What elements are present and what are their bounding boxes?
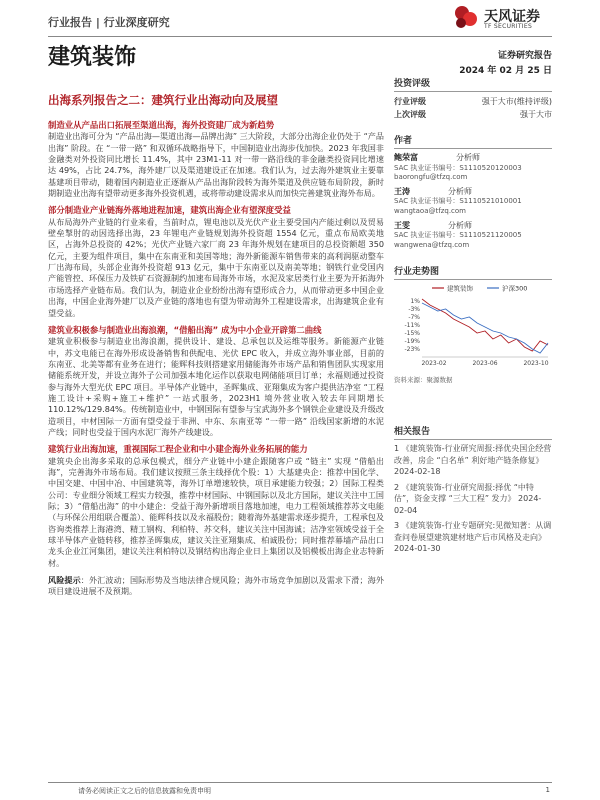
section-heading-3: 建筑业积极参与制造业出海浪潮，“借船出海” 成为中小企业开辟第二曲线	[48, 324, 322, 335]
rating-row: 行业评级 强于大市(维持评级)	[394, 97, 552, 106]
page-title: 建筑装饰	[48, 45, 137, 70]
author-email[interactable]: wangwena@tfzq.com	[394, 240, 470, 249]
section-heading-1: 制造业从产品出口拓展至渠道出海，海外投资建厂成为新趋势	[48, 120, 275, 130]
chart-source: 资料来源：聚源数据	[394, 376, 453, 385]
author-card: 王雯 分析师 SAC 执业证书编号：S1110521120005 wangwena@tfzq.com	[394, 220, 522, 249]
section-body-2: 从布局海外产业链的行业来看，当前时点，锂电池以及光伏产业主要受国内产能过剩以及贸易壁垒掣肘的动因选择出海，23 年锂电产业链规划海外投资超 1554 亿元，重点布局欧美地区，占海外总投资的 42%；光伏产业链六家厂商 23 年海外规划在建项目的总投资额超 350 亿元，主要为组件项目，集中在东南亚和美国等地；海外新能源车销售带来的高利润驱动整车厂出海布局，头部企业海外投资超 913 亿元，集中于东南亚以及南美等地；钢铁行业受国内产能管控、环保压力及铁矿石资源制约加速布局海外市场，水泥及家居类行业主要为开拓海外市场选择产业链布局。我们认为，制造业企业纷纷出海有望形成合力，从而带动更多中国企业出海，中国企业海外建厂以及产业链的落地也有望为带动海外工程建设需求，出海建筑企业有望受益。	[48, 216, 384, 318]
y-tick-label: -3%	[408, 306, 420, 314]
legend-label: 沪深300	[502, 284, 528, 293]
x-tick-label: 2023-02	[421, 360, 447, 368]
section-heading-2: 部分制造业产业链海外落地进程加速，建筑出海企业有望深度受益	[48, 205, 291, 216]
author-card: 王涛 分析师 SAC 执业证书编号：S1110521010001 wangtaoa@tfzq.com	[394, 186, 522, 215]
authors-heading: 作者	[394, 133, 552, 149]
y-tick-label: -15%	[404, 330, 420, 338]
report-type: 证券研究报告	[497, 51, 552, 61]
logo-subtext: TF SECURITIES	[484, 23, 533, 30]
section-body-4: 建筑央企出海多采取的总承包模式，细分产业链中小建企跟随客户或 “链主” 实现 “借船出海”，完善海外市场布局。我们建议按照三条主线择优个股：1）大基建央企：推荐中国化学、中国交建、中国中冶、中国建筑等，海外订单增速较快，项目承建能力较强；2）国际工程类公司：专业细分领域工程实力较强，推荐中材国际、中钢国际以及北方国际，建议关注中工国际；3）“借船出海” 的中小建企：受益于海外新增项目落地加速，电力工程领域推荐苏文电能（与环保公用组联合覆盖）、能辉科技以及永福股份；随着海外基建需求逐步提升，工程承包及咨询类推荐上海港湾、精工钢构、利柏特、苏交科，建议关注中国海诚；洁净室领域受益于全球半导体产业链转移，推荐圣晖集成，建议关注亚翔集成、柏诚股份；同时推荐幕墙产品出口龙头企业江河集团，建议关注利柏特以及钢结构出海企业日上集团以及铝模板出海企业志特新材。	[48, 455, 384, 568]
section-heading-4: 建筑行业出海加速，重视国际工程企业和中小建企海外业务拓展的能力	[48, 444, 308, 455]
page-number: 1	[545, 786, 550, 794]
trend-chart	[394, 283, 552, 373]
y-tick-label: -23%	[404, 346, 420, 354]
series-line-1	[422, 303, 548, 353]
author-email[interactable]: baorongfu@tfzq.com	[394, 173, 468, 182]
trend-chart-svg	[394, 283, 552, 373]
y-tick-label: 1%	[410, 298, 420, 306]
risk-body: 外汇波动；国际形势及当地法律合规风险；海外市场竞争加剧以及需求下滑；海外项目建设进展不及预期。	[48, 575, 384, 597]
y-tick-label: -7%	[408, 314, 420, 322]
x-tick-label: 2023-10	[523, 360, 549, 368]
rating-row: 上次评级 强于大市	[394, 110, 552, 119]
report-category: 行业报告 | 行业深度研究	[48, 16, 170, 29]
author-email[interactable]: wangtaoa@tfzq.com	[394, 206, 467, 215]
related-report-item[interactable]: 3 《建筑装饰-行业专题研究:见微知著：从调查问卷展望建筑建材地产后市风格及走向》 2024-01-30	[394, 521, 552, 554]
report-date: 2024 年 02 月 25 日	[459, 66, 552, 76]
related-report-item[interactable]: 2 《建筑装饰-行业研究周报:择优 “中特估”，资金支撑 “三大工程” 发力》 2024-02-04	[394, 482, 542, 515]
y-tick-label: -11%	[404, 322, 420, 330]
footer-disclaimer: 请务必阅读正文之后的信息披露和免责申明	[78, 787, 211, 795]
section-body-1: 制造业出海可分为 “产品出海—渠道出海—品牌出海” 三大阶段，大部分出海企业仍处于 “产品出海” 阶段。在 “一带一路” 和双循环战略指导下，中国制造业出海步伐加快。2023 年我国非金融类对外投资同比增长 11.4%，其中 23M1-11 对一带一路沿线的非金融类投资同比增速达 49%，占比 24.7%，海外建厂以及渠道建设正在加速。我们认为，过去海外建筑业主要靠基建项目带动，随着国内制造业正逐渐从产品出海阶段转为海外渠道及供应链布局阶段，新时期制造业出海有望带动更多海外投资机遇，或将带动建设需求从而加快完善建筑业海外布局。	[48, 131, 384, 199]
related-report-item[interactable]: 1 《建筑装饰-行业研究周报:择优央国企经营改善，房企 “白名单” 利好地产链条修复》 2024-02-18	[394, 444, 552, 477]
y-tick-label: -19%	[404, 338, 420, 346]
x-tick-label: 2023-06	[472, 360, 498, 368]
logo-text: 天风证券	[484, 9, 540, 25]
legend-label: 建筑装饰	[447, 284, 473, 293]
main-content	[48, 118, 384, 604]
footer-divider	[48, 782, 552, 783]
sidebar	[394, 76, 552, 559]
risk-paragraph: 风险提示：外汇波动；国际形势及当地法律合规风险；海外市场竞争加剧以及需求下滑；海外项目建设进展不及预期。	[48, 575, 384, 597]
section-body-3: 建筑业积极参与制造业出海浪潮，提供设计、建设、总承包以及运维等服务。新能源产业链中，苏文电能已在海外形成设备销售和供配电、光伏 EPC 收入，并成立海外事业部，目前的东南亚、北美等都有业务在进行；能辉科技则搭建家用储能海外市场产品和销售团队实现家用储能系统开发，并设立海外子公司加强本地化运作以获取电网储能项目订单；永福则通过投资参与海外大型光伏 EPC 项目。半导体产业链中，圣晖集成、亚翔集成为客户提供洁净室 “工程施工设计+采购+施工+维护” 一站式服务，2023H1 境外营业收入较去年同期增长 110.12%/129.84%。传统制造业中，中钢国际有望参与宝武海外多个钢铁企业建设及升级改造项目，中材国际一方面有望受益于非洲、中东、东南亚等 “一带一路” 沿线国家新增的水泥产线；同时也受益于国内水泥厂海外产线建设。	[48, 336, 384, 437]
author-card: 鲍荣富 分析师 SAC 执业证书编号：S1110520120003 baorongfu@tfzq.com	[394, 153, 522, 182]
trend-heading: 行业走势图	[394, 264, 552, 280]
report-subtitle: 出海系列报告之二：建筑行业出海动向及展望	[48, 93, 278, 107]
related-list	[394, 443, 552, 555]
rating-heading: 投资评级	[394, 76, 552, 92]
risk-heading: 风险提示	[48, 575, 81, 586]
header-divider	[48, 36, 552, 37]
related-heading: 相关报告	[394, 424, 552, 440]
logo-mark-icon	[452, 4, 480, 30]
series-line-0	[422, 299, 548, 351]
brand-logo	[452, 4, 552, 34]
